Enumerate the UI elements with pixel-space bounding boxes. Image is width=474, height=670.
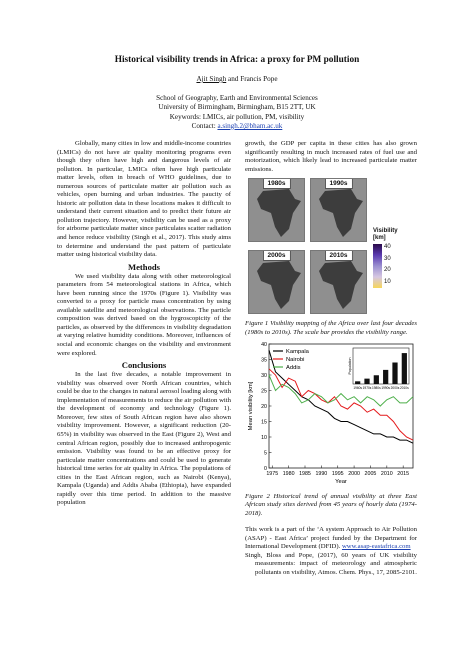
intro-paragraph: Globally, many cities in low and middle-income countries (LMICs) do not have air quality monitoring programs even though they often have high and dangerous levels of air pollution. In particular, LMICs often have high particulate matter levels, often in breach of WHO guidelines, due to numerous sources of particulate matter air pollution such as vehicles, open burning and urban industries. The paucity of historic air pollution data in these locations makes it difficult to understand their current situation and to predict their future air pollution trajectory. However, visibility can be used as a proxy for airborne particulate matter since particulates scatter radiation and hence reduce visibility (Singh et al., 2017). This study aims to determine and understand the past pattern of particulate matter using historical visibility data. bbox=[57, 140, 231, 259]
inset-bar bbox=[383, 370, 388, 384]
figure1-caption: Figure 1 Visibility mapping of the Africa over last four decades (1980s to 2010s). The scale bar provides the visibility range. bbox=[245, 320, 417, 336]
map-panel-2010s bbox=[310, 250, 367, 314]
legend-ticks bbox=[384, 242, 391, 288]
conclusions-heading: Conclusions bbox=[121, 360, 167, 371]
inset-bar bbox=[402, 353, 407, 384]
visibility-trend-chart bbox=[245, 340, 417, 490]
figure1-maps bbox=[245, 178, 417, 316]
legend-tick: 20 bbox=[384, 267, 391, 274]
map-label: 2010s bbox=[324, 250, 352, 261]
map-panel-1990s bbox=[310, 178, 367, 242]
y-tick-label: 35 bbox=[261, 357, 267, 364]
paper-title: Historical visibility trends in Africa: a proxy for PM pollution bbox=[114, 55, 360, 65]
methods-heading: Methods bbox=[128, 261, 160, 272]
author-rest: and Francis Pope bbox=[226, 75, 278, 83]
y-tick-label: 40 bbox=[261, 342, 267, 348]
keywords-line: Keywords: LMICs, air pollution, PM, visibility bbox=[169, 112, 305, 121]
y-axis-label: Mean visibility [km] bbox=[248, 381, 254, 431]
author-line bbox=[0, 75, 474, 83]
inset-category-label: 1960s bbox=[353, 386, 363, 390]
methods-paragraph: We used visibility data along with other meteorological parameters from 54 meteorological stations in Africa, which have been running since the 1970s (Figure 1). Visibility was converted to a proxy for particle mass concentration by using available satellite and meteorological observations. The particle composition was derived based on the hygroscopicity of the particles, as observed by the differences in visibility degradation at varying relative humidity conditions. Moreover, influences of social and economic changes on the visibility and environment were explored. bbox=[57, 272, 231, 357]
legend-label-nairobi: Nairobi bbox=[286, 357, 305, 363]
y-tick-label: 20 bbox=[261, 404, 267, 410]
x-tick-label: 2000 bbox=[348, 471, 360, 477]
inset-category-label: 1970s bbox=[362, 386, 372, 390]
visibility-legend bbox=[373, 228, 417, 298]
ack-text: This work is a part of the ‘A system Approach to Air Pollution (ASAP) - East Africa’ project funded by the Department for International Development (DFID). bbox=[245, 526, 417, 551]
y-tick-label: 30 bbox=[261, 373, 267, 379]
project-link[interactable]: www.asap-eastafrica.com bbox=[341, 543, 411, 551]
inset-y-label: Population bbox=[348, 357, 352, 375]
continued-paragraph: growth, the GDP per capita in these cities has also grown significantly resulting in much increased rates of fuel use and motorization, which likely lead to increased particulate matter emissions. bbox=[245, 140, 417, 173]
x-tick-label: 1980 bbox=[282, 471, 295, 477]
contact-line bbox=[0, 122, 474, 131]
inset-bar bbox=[364, 379, 369, 384]
x-tick-label: 1975 bbox=[266, 471, 279, 477]
inset-bar bbox=[355, 381, 360, 384]
inset-category-label: 2000s bbox=[390, 386, 400, 390]
y-tick-label: 25 bbox=[261, 388, 267, 395]
map-panel-1980s bbox=[248, 178, 305, 242]
legend-label-addis: Addis bbox=[286, 365, 301, 371]
inset-category-label: 1990s bbox=[381, 386, 391, 390]
affiliation-block bbox=[0, 94, 474, 131]
y-tick-label: 10 bbox=[261, 435, 267, 441]
inset-bar bbox=[374, 375, 379, 384]
x-tick-label: 2015 bbox=[397, 471, 410, 477]
affiliation-line: University of Birmingham, Birmingham, B15 2TT, UK bbox=[158, 103, 316, 112]
author-first: Ajit Singh bbox=[196, 75, 227, 83]
inset-bar bbox=[392, 362, 397, 384]
y-tick-label: 15 bbox=[261, 419, 267, 426]
x-tick-label: 1985 bbox=[299, 471, 311, 477]
map-label: 1990s bbox=[324, 178, 352, 189]
figure2-caption: Figure 2 Historical trend of annual visibility at three East African study sites derived from 45 years of hourly data (1974-2018). bbox=[245, 493, 417, 517]
figure2-chart bbox=[245, 340, 417, 490]
contact-email-link[interactable]: a.singh.2@bham.ac.uk bbox=[217, 121, 283, 130]
map-panel-2000s bbox=[248, 250, 305, 314]
x-tick-label: 1995 bbox=[331, 471, 344, 477]
inset-frame bbox=[353, 348, 409, 384]
affiliation-line: School of Geography, Earth and Environmental Sciences bbox=[156, 94, 318, 102]
contact-label: Contact: bbox=[191, 121, 218, 130]
legend-label-kampala: Kampala bbox=[286, 349, 309, 355]
legend-colorbar bbox=[373, 244, 382, 288]
acknowledgement bbox=[245, 526, 417, 552]
x-axis-label: Year bbox=[335, 479, 347, 485]
x-tick-label: 2010 bbox=[380, 471, 393, 477]
inset-category-label: 1980s bbox=[371, 386, 381, 390]
conclusions-paragraph: In the last five decades, a notable improvement in visibility was observed over North African countries, which could be due to the changes in natural aerosol loading along with implementation of measurements to reduce the air pollution with the development of economy and technology (Figure 1). Moreover, few sites of South African region have also shown visibility improvement. However, a significant reduction (20-65%) in visibility was observed in the East (Figure 2), West and central African region, possibly due to increased anthropogenic emission. Visibility was found to be an effective proxy for particulate matter concentrations and could be used to generate historical time series for air quality in Africa. The populations of cities in the East African region, such as Nairobi (Kenya), Kampala (Uganda) and Addis Ababa (Ethiopia), have expanded rapidly over this time period. In addition to the massive population bbox=[57, 371, 232, 507]
left-column bbox=[57, 140, 231, 508]
map-label: 2000s bbox=[262, 250, 290, 261]
x-tick-label: 2005 bbox=[364, 471, 377, 477]
y-tick-label: 5 bbox=[264, 450, 267, 457]
right-column bbox=[245, 140, 417, 578]
legend-tick: 40 bbox=[384, 244, 391, 251]
legend-title: Visibility [km] bbox=[373, 228, 398, 242]
legend-tick: 30 bbox=[384, 255, 391, 262]
legend-tick: 10 bbox=[384, 278, 391, 285]
inset-category-label: 2010s bbox=[399, 386, 409, 390]
x-tick-label: 1990 bbox=[315, 471, 328, 477]
map-label: 1980s bbox=[262, 178, 290, 189]
reference: Singh, Bloss and Pope, (2017), 60 years of UK visibility measurements: impact of meteorology and atmospheric pollutants on visibility, Atmos. Chem. Phys., 17, 2085-2101. bbox=[245, 551, 417, 576]
y-tick-label: 0 bbox=[264, 466, 267, 472]
